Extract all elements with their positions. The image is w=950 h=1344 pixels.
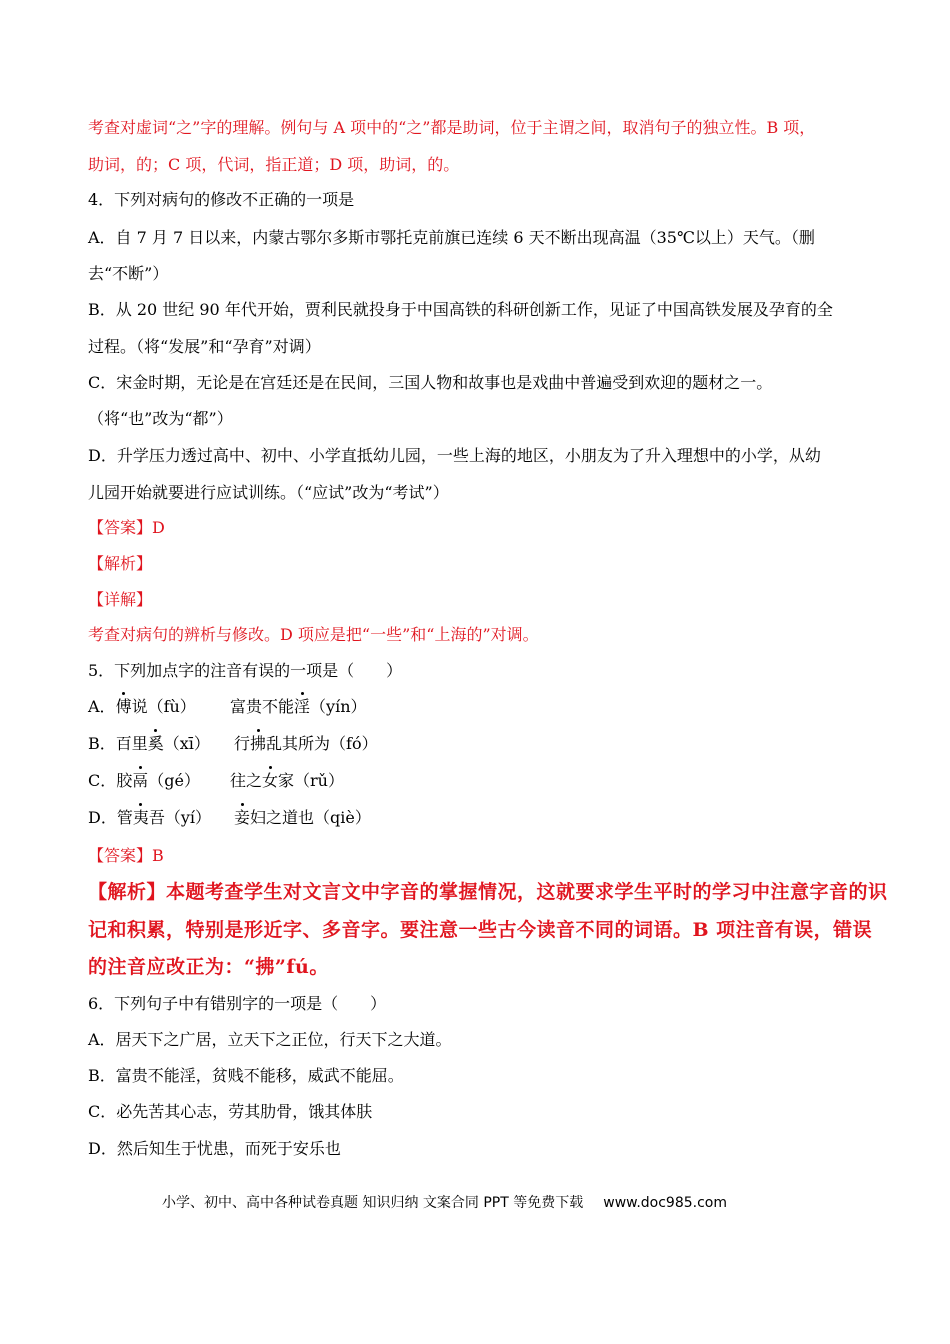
q4-explanation: 考查对病句的辨析与修改。D 项应是把“一些”和“上海的”对调。 [88,625,539,644]
emphasis-dot-char: 淫 [294,697,311,716]
q3-explanation-line2: 助词，的；C 项，代词，指正道；D 项，助词，的。 [88,155,460,174]
q4-analysis-label: 【解析】 [88,554,153,573]
emphasis-dot-char: 奚 [147,734,164,753]
q4-stem: 4．下列对病句的修改不正确的一项是 [88,190,355,209]
emphasis-dot-char: 傅 [115,697,132,716]
q5-answer: 【答案】B [88,846,164,865]
q5-option-c: C．胶鬲（gé） 往之女家（rǔ） [88,771,344,790]
emphasis-dot-char: 女 [262,771,279,790]
q4-option-c-line2: （将“也”改为“都”） [88,409,233,428]
q5-explanation-line2: 记和积累，特别是形近字、多音字。要注意一些古今读音不同的词语。B 项注音有误，错误 [88,919,873,941]
q4-option-a-line2: 去“不断”） [88,264,169,283]
q5-option-a: A．傅说（fù） 富贵不能淫（yín） [88,697,367,716]
q5-option-a-col2: 富贵不能淫（yín） [230,697,367,716]
q6-option-b: B．富贵不能淫，贫贱不能移，威武不能屈。 [88,1066,404,1085]
q5-option-d: D．管夷吾（yí） 妾妇之道也（qiè） [88,808,371,827]
q4-answer: 【答案】D [88,518,165,537]
q6-option-c: C．必先苦其心志，劳其肋骨，饿其体肤 [88,1102,373,1121]
emphasis-dot-char: 拂 [250,734,267,753]
q5-explanation-line1: 【解析】本题考查学生对文言文中字音的掌握情况，这就要求学生平时的学习中注意字音的识 [88,881,888,903]
q4-option-b-line2: 过程。（将“发展”和“孕育”对调） [88,337,321,356]
footer-text: 小学、初中、高中各种试卷真题 知识归纳 文案合同 PPT 等免费下载 [162,1195,584,1211]
emphasis-dot-char: 夷 [132,808,149,827]
page-footer [162,1192,727,1212]
q5-option-c-col2: 往之女家（rǔ） [230,771,344,790]
emphasis-dot-char: 妾 [234,808,251,827]
q5-explanation-line3: 的注音应改正为：“拂”fú。 [88,956,329,978]
q4-option-b-line1: B．从 20 世纪 90 年代开始，贾利民就投身于中国高铁的科研创新工作，见证了中国高铁发展及孕育的全 [88,300,833,319]
q6-option-a: A．居天下之广居，立天下之正位，行天下之大道。 [88,1030,452,1049]
q5-stem: 5．下列加点字的注音有误的一项是（ ） [88,661,403,680]
q6-option-d: D．然后知生于忧患，而死于安乐也 [88,1139,341,1158]
q4-option-d-line1: D．升学压力透过高中、初中、小学直抵幼儿园，一些上海的地区，小朋友为了升入理想中的小学，从幼 [88,446,821,465]
q5-option-d-col2: 妾妇之道也（qiè） [234,808,371,827]
q4-option-d-line2: 儿园开始就要进行应试训练。（“应试”改为“考试”） [88,483,449,502]
q3-explanation-line1: 考查对虚词“之”字的理解。例句与 A 项中的“之”都是助词，位于主谓之间，取消句子的独立性。B 项， [88,118,816,137]
q5-option-b-col2: 行拂乱其所为（fó） [234,734,378,753]
emphasis-dot-char: 鬲 [132,771,149,790]
q4-option-a-line1: A．自 7 月 7 日以来，内蒙古鄂尔多斯市鄂托克前旗已连续 6 天不断出现高温（35℃以上）天气。（删 [88,228,815,247]
q6-stem: 6．下列句子中有错别字的一项是（ ） [88,994,387,1013]
q4-detail-label: 【详解】 [88,590,153,609]
q4-option-c-line1: C．宋金时期，无论是在宫廷还是在民间，三国人物和故事也是戏曲中普遍受到欢迎的题材之一。 [88,373,773,392]
q5-option-b: B．百里奚（xī） 行拂乱其所为（fó） [88,734,378,753]
footer-url[interactable]: www.doc985.com [603,1195,727,1211]
